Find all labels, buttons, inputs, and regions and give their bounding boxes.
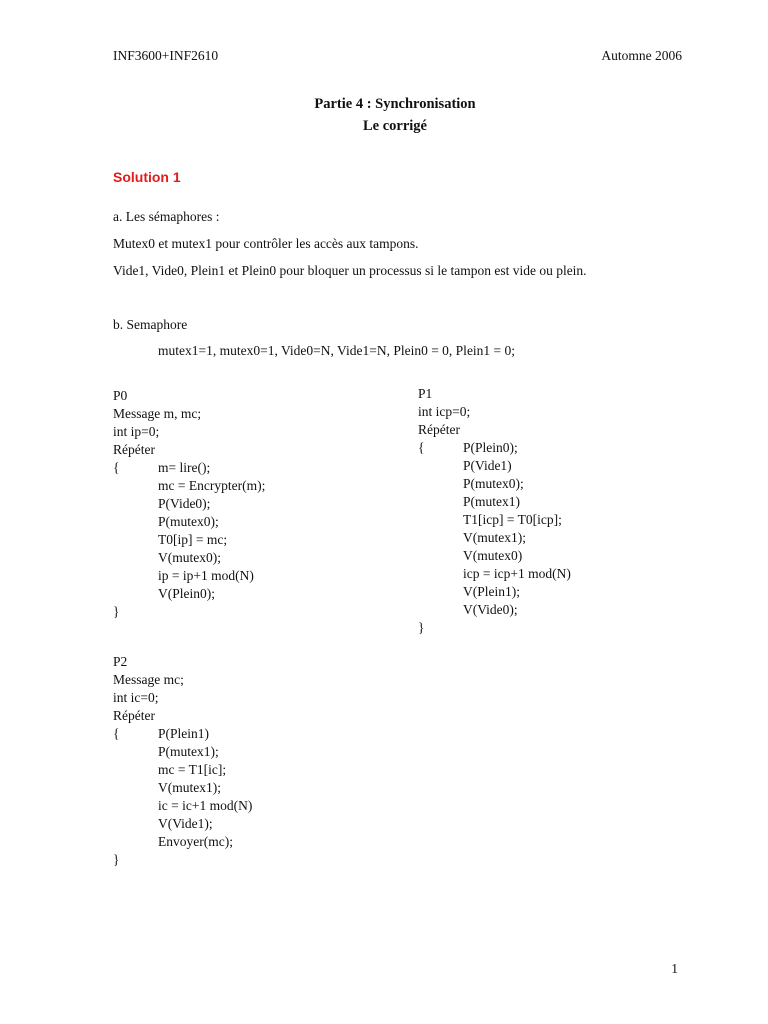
- page-title: Partie 4 : Synchronisation: [314, 96, 476, 112]
- code-line: V(Vide1);: [158, 816, 213, 831]
- p1-name: P1: [418, 386, 433, 401]
- p2-repeat: Répéter: [113, 708, 155, 723]
- code-line: T0[ip] = mc;: [158, 532, 228, 547]
- code-line: icp = icp+1 mod(N): [463, 566, 571, 581]
- code-line: P(Plein0);: [463, 440, 518, 455]
- code-line: V(Plein1);: [463, 584, 520, 599]
- part-a-line-1: Mutex0 et mutex1 pour contrôler les accès aux tampons.: [113, 236, 419, 251]
- code-line: P(Vide0);: [158, 496, 211, 511]
- code-line: T1[icp] = T0[icp];: [463, 512, 562, 527]
- code-line: P(mutex1);: [158, 744, 219, 759]
- p0-repeat: Répéter: [113, 442, 155, 457]
- code-line: V(Plein0);: [158, 586, 215, 601]
- code-line: mc = Encrypter(m);: [158, 478, 266, 493]
- code-line: V(mutex1);: [463, 530, 526, 545]
- code-line: V(mutex0): [463, 548, 523, 563]
- page-number: 1: [671, 961, 678, 976]
- code-line: P(mutex0);: [463, 476, 524, 491]
- part-b-heading: b. Semaphore: [113, 317, 188, 332]
- p1-decl-index: int icp=0;: [418, 404, 471, 419]
- p2-close-brace: }: [113, 852, 120, 867]
- code-line: V(mutex0);: [158, 550, 221, 565]
- part-a-line-2: Vide1, Vide0, Plein1 et Plein0 pour bloquer un processus si le tampon est vide ou plein.: [113, 263, 587, 278]
- p2-decl-message: Message mc;: [113, 672, 184, 687]
- p2-decl-index: int ic=0;: [113, 690, 159, 705]
- code-line: mc = T1[ic];: [158, 762, 227, 777]
- p0-open-brace: {: [113, 460, 120, 475]
- code-line: Envoyer(mc);: [158, 834, 233, 849]
- code-line: V(Vide0);: [463, 602, 518, 617]
- p1-close-brace: }: [418, 620, 425, 635]
- page-subtitle: Le corrigé: [362, 118, 427, 134]
- semaphore-init: mutex1=1, mutex0=1, Vide0=N, Vide1=N, Plein0 = 0, Plein1 = 0;: [158, 343, 516, 358]
- p0-decl-message: Message m, mc;: [113, 406, 202, 421]
- code-line: P(mutex1): [463, 494, 520, 509]
- p1-open-brace: {: [418, 440, 425, 455]
- p2-name: P2: [113, 654, 128, 669]
- code-line: V(mutex1);: [158, 780, 221, 795]
- solution-heading: Solution 1: [113, 169, 181, 185]
- code-line: m= lire();: [158, 460, 211, 475]
- code-line: P(mutex0);: [158, 514, 219, 529]
- header-course: INF3600+INF2610: [113, 48, 219, 63]
- p2-open-brace: {: [113, 726, 120, 741]
- part-a-heading: a. Les sémaphores :: [113, 209, 220, 224]
- p0-decl-index: int ip=0;: [113, 424, 160, 439]
- code-line: ip = ip+1 mod(N): [158, 568, 254, 583]
- p0-close-brace: }: [113, 604, 120, 619]
- header-term: Automne 2006: [601, 48, 682, 63]
- p1-repeat: Répéter: [418, 422, 460, 437]
- code-line: ic = ic+1 mod(N): [158, 798, 253, 813]
- p0-name: P0: [113, 388, 128, 403]
- code-line: P(Vide1): [463, 458, 512, 473]
- code-line: P(Plein1): [158, 726, 210, 741]
